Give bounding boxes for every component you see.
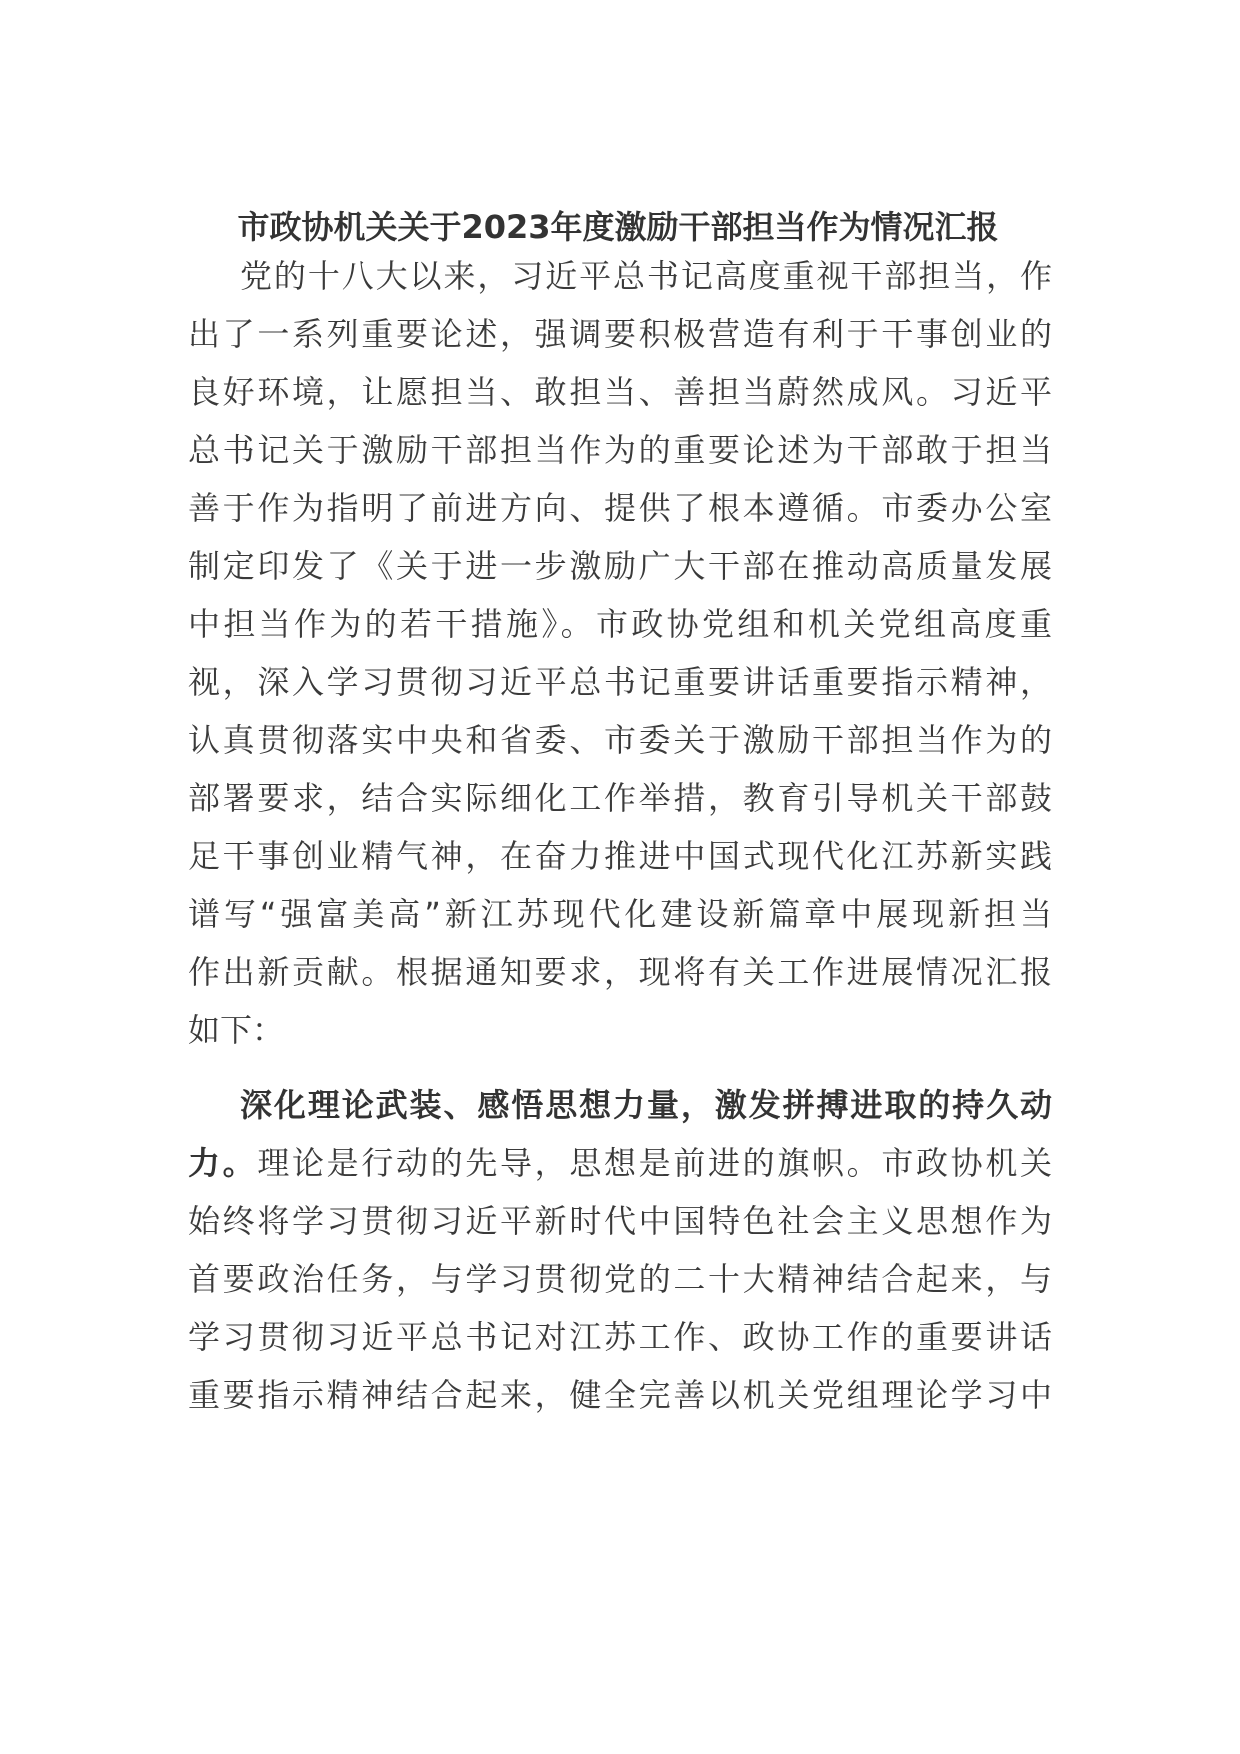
paragraph-2-line: 学习贯彻习近平总书记对江苏工作、政协工作的重要讲话 (188, 1318, 1052, 1356)
document-title: 市政协机关关于2023年度激励干部担当作为情况汇报 (237, 208, 999, 246)
paragraph-1-line: 谱写“强富美高”新江苏现代化建设新篇章中展现新担当 (188, 895, 1052, 933)
paragraph-1-line: 足干事创业精气神，在奋力推进中国式现代化江苏新实践 (188, 837, 1052, 875)
paragraph-1-line: 视，深入学习贯彻习近平总书记重要讲话重要指示精神， (188, 663, 1052, 701)
paragraph-1-line: 良好环境，让愿担当、敢担当、善担当蔚然成风。习近平 (188, 373, 1052, 411)
paragraph-1-line: 善于作为指明了前进方向、提供了根本遵循。市委办公室 (188, 489, 1052, 527)
paragraph-1-line: 作出新贡献。根据通知要求，现将有关工作进展情况汇报 (188, 953, 1052, 991)
paragraph-1-line: 出了一系列重要论述，强调要积极营造有利于干事创业的 (188, 315, 1052, 353)
paragraph-1-line: 部署要求，结合实际细化工作举措，教育引导机关干部鼓 (188, 779, 1052, 817)
paragraph-1-line: 总书记关于激励干部担当作为的重要论述为干部敢于担当 (188, 431, 1052, 469)
paragraph-1-line: 认真贯彻落实中央和省委、市委关于激励干部担当作为的 (188, 721, 1052, 759)
paragraph-1-line: 如下： (188, 1011, 285, 1049)
paragraph-1-line: 制定印发了《关于进一步激励广大干部在推动高质量发展 (188, 547, 1052, 585)
paragraph-1-line: 中担当作为的若干措施》。市政协党组和机关党组高度重 (188, 605, 1052, 643)
paragraph-2-line: 首要政治任务，与学习贯彻党的二十大精神结合起来，与 (188, 1260, 1052, 1298)
paragraph-2-line (188, 1141, 1052, 1185)
paragraph-2-line: 始终将学习贯彻习近平新时代中国特色社会主义思想作为 (188, 1202, 1052, 1240)
section-heading: 深化理论武装、感悟思想力量，激发拼搏进取的持久动 (240, 1086, 1052, 1124)
paragraph-1-line: 党的十八大以来，习近平总书记高度重视干部担当，作 (240, 257, 1052, 295)
paragraph-2-text: 理论是行动的先导，思想是前进的旗帜。市政协机关 (257, 1144, 1052, 1182)
paragraph-2-line: 重要指示精神结合起来，健全完善以机关党组理论学习中 (188, 1376, 1052, 1414)
section-heading-end: 力。 (188, 1144, 258, 1182)
